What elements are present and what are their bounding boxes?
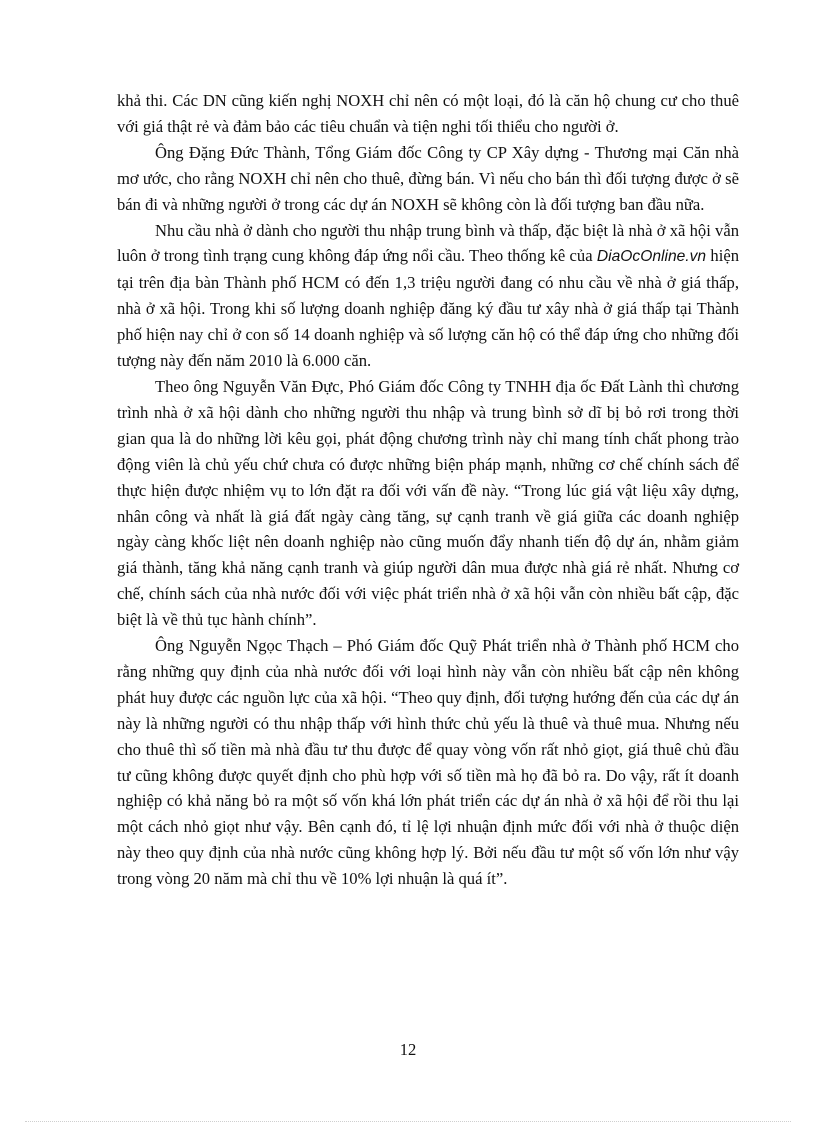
- document-body: [117, 88, 739, 892]
- paragraph-5: Ông Nguyễn Ngọc Thạch – Phó Giám đốc Quỹ Phát triển nhà ở Thành phố HCM cho rằng những quy định của nhà nước đối với loại hình này vẫn còn nhiều bất cập nên không phát huy được các nguồn lực của xã hội. “Theo quy định, đối tượng hướng đến của các dự án này là những người có thu nhập thấp với hình thức chủ yếu là thuê và thuê mua. Nhưng nếu cho thuê thì số tiền mà nhà đầu tư thu được để quay vòng vốn rất nhỏ giọt, giá thuê chủ đầu tư cũng không được quyết định cho phù hợp với số tiền mà họ đã bỏ ra. Do vậy, rất ít doanh nghiệp có khả năng bỏ ra một số vốn khá lớn phát triển các dự án nhà ở xã hội để rồi thu lại một cách nhỏ giọt như vậy. Bên cạnh đó, tỉ lệ lợi nhuận định mức đối với nhà ở thuộc diện này theo quy định của nhà nước cũng không hợp lý. Bởi nếu đầu tư một số vốn lớn như vậy trong vòng 20 năm mà chỉ thu về 10% lợi nhuận là quá ít”.: [117, 636, 739, 889]
- paragraph-3: [117, 218, 739, 374]
- paragraph-3-text-after: hiện tại trên địa bàn Thành phố HCM có đến 1,3 triệu người đang có nhu cầu về nhà ở giá thấp, nhà ở xã hội. Trong khi số lượng doanh nghiệp đăng ký đầu tư xây nhà ở giá thấp tại Thành phố hiện nay chỉ ở con số 14 doanh nghiệp và số lượng căn hộ có thể đáp ứng cho những đối tượng này đến năm 2010 là 6.000 căn.: [117, 246, 739, 371]
- paragraph-1: khả thi. Các DN cũng kiến nghị NOXH chỉ nên có một loại, đó là căn hộ chung cư cho thuê với giá thật rẻ và đảm bảo các tiêu chuẩn và tiện nghi tối thiểu cho người ở.: [117, 91, 739, 136]
- source-link[interactable]: DiaOcOnline.vn: [596, 248, 707, 266]
- paragraph-4: Theo ông Nguyễn Văn Đực, Phó Giám đốc Công ty TNHH địa ốc Đất Lành thì chương trình nhà ở xã hội dành cho những người thu nhập và trung bình sở dĩ bị bỏ rơi trong thời gian qua là do những lời kêu gọi, phát động chương trình này chỉ mang tính chất phong trào động viên là chủ yếu chứ chưa có được những biện pháp mạnh, những cơ chế chính sách để thực hiện được nhiệm vụ to lớn đặt ra đối với vấn đề này. “Trong lúc giá vật liệu xây dựng, nhân công và nhất là giá đất ngày càng tăng, sự cạnh tranh về giá giữa các doanh nghiệp ngày càng khốc liệt nên doanh nghiệp nào cũng muốn đẩy nhanh tiến độ dự án, nhằm giảm giá thành, tăng khả năng cạnh tranh và giúp người dân mua được nhà giá rẻ nhất. Nhưng cơ chế, chính sách của nhà nước đối với việc phát triển nhà ở xã hội vẫn còn nhiều bất cập, đặc biệt là về thủ tục hành chính”.: [117, 376, 739, 630]
- page-bottom-border: [25, 1121, 791, 1122]
- paragraph-3-text-before: Nhu cầu nhà ở dành cho người thu nhập trung bình và thấp, đặc biệt là nhà ở xã hội vẫn luôn ở trong tình trạng cung không đáp ứng nổi cầu. Theo thống kê của: [117, 220, 739, 266]
- page-number: 12: [399, 1040, 417, 1059]
- paragraph-2: Ông Đặng Đức Thành, Tổng Giám đốc Công ty CP Xây dựng - Thương mại Căn nhà mơ ước, cho rằng NOXH chỉ nên cho thuê, đừng bán. Vì nếu cho bán thì đối tượng được ở sẽ bán đi và những người ở trong các dự án NOXH sẽ không còn là đối tượng ban đầu nữa.: [117, 142, 739, 214]
